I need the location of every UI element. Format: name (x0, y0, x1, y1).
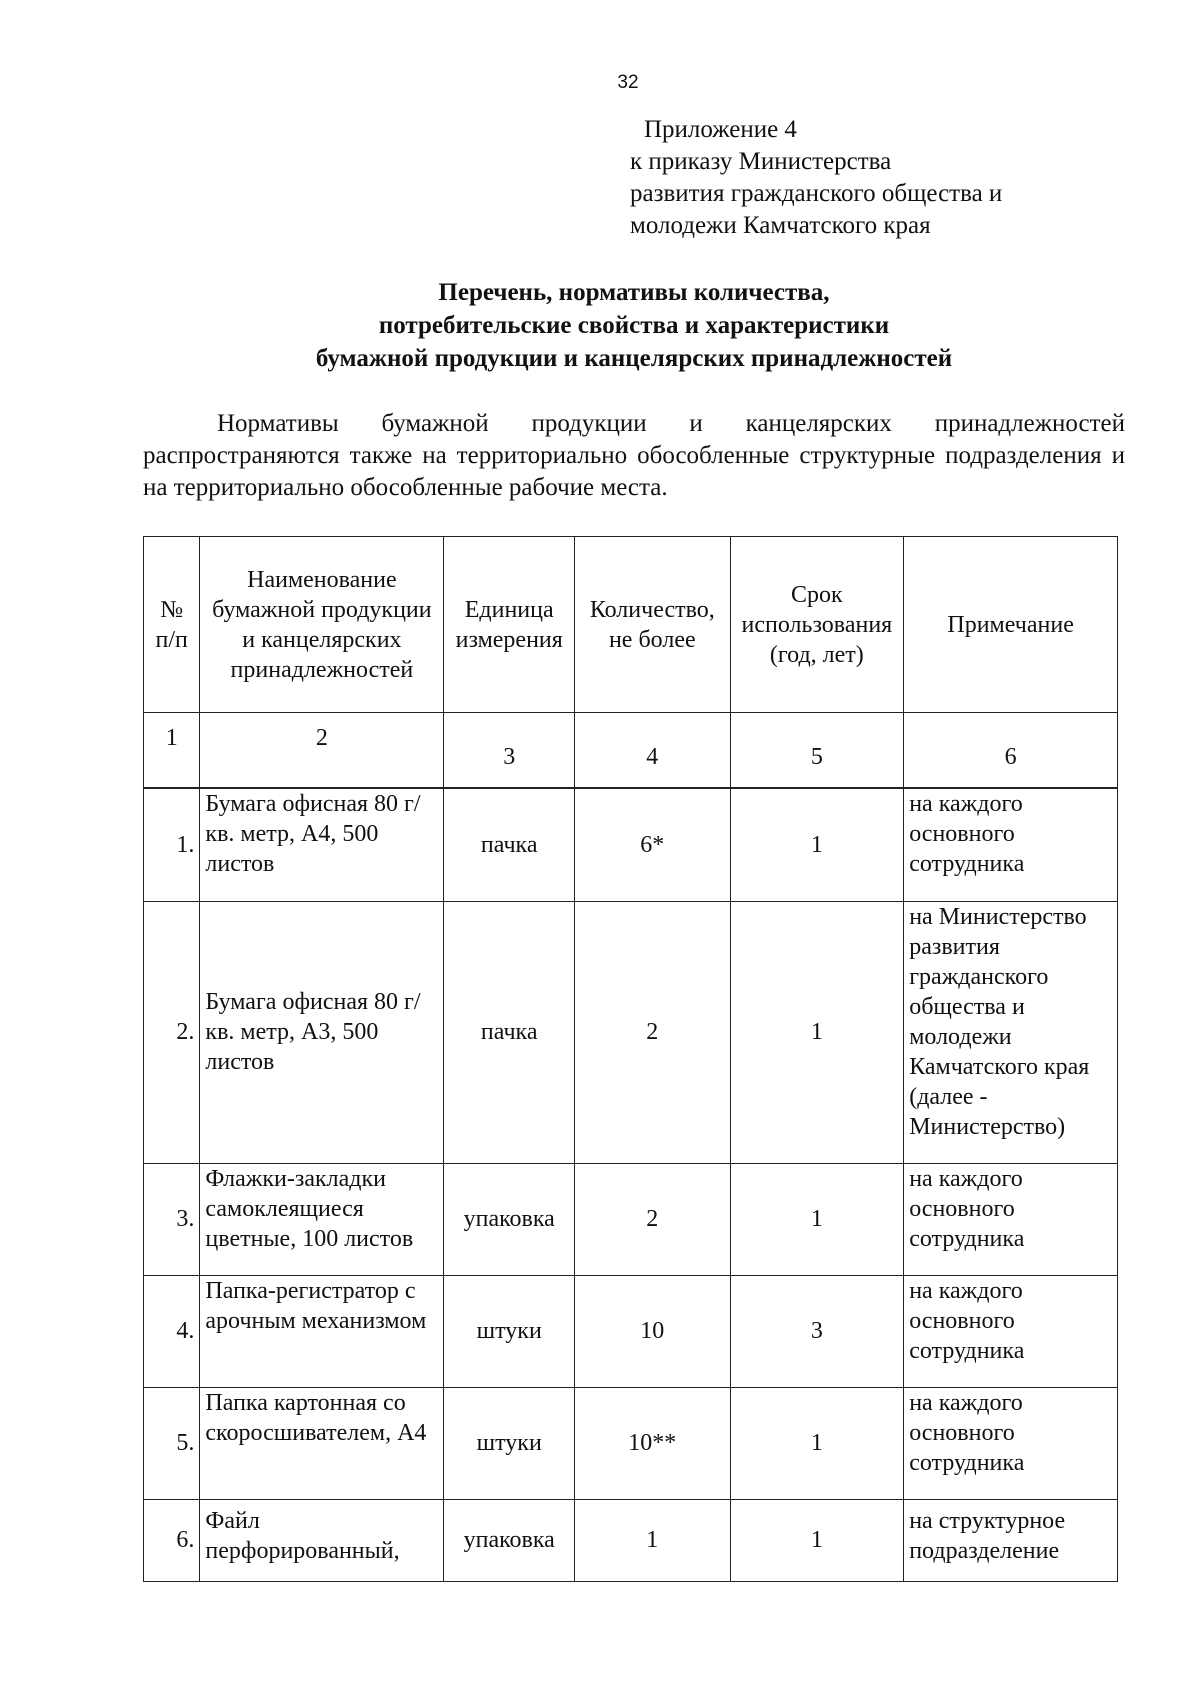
row-name: Файл перфорированный, (200, 1499, 444, 1581)
column-number: 4 (575, 713, 730, 789)
title-line-3: бумажной продукции и канцелярских принадлежностей (315, 345, 953, 372)
header-quantity: Количество, не более (575, 537, 730, 713)
header-term: Срок использования (год, лет) (730, 537, 904, 713)
column-number: 3 (444, 713, 575, 789)
norms-table (143, 536, 1118, 1582)
row-unit: упаковка (444, 1499, 575, 1581)
row-quantity: 1 (575, 1499, 730, 1581)
appendix-line-2: к приказу Министерства (630, 148, 892, 175)
row-name: Папка картонная со скоросшивателем, А4 (200, 1387, 444, 1499)
column-number: 6 (904, 713, 1118, 789)
intro-paragraph: Нормативы бумажной продукции и канцелярских принадлежностей распространяются также на территориально обособленные структурные подразделения и на территориально обособленные рабочие места. (143, 410, 1125, 501)
row-unit: штуки (444, 1275, 575, 1387)
row-unit: пачка (444, 788, 575, 901)
table-row (144, 901, 1118, 1163)
row-name: Папка-регистратор с арочным механизмом (200, 1275, 444, 1387)
row-term: 1 (730, 788, 904, 901)
row-name: Флажки-закладки самоклеящиеся цветные, 100 листов (200, 1163, 444, 1275)
row-note: на каждого основного сотрудника (904, 1275, 1118, 1387)
row-quantity: 2 (575, 1163, 730, 1275)
header-unit: Единица измерения (444, 537, 575, 713)
row-term: 1 (730, 1163, 904, 1275)
row-note: на структурное подразделение (904, 1499, 1118, 1581)
table-row (144, 1275, 1118, 1387)
row-quantity: 6* (575, 788, 730, 901)
table-row (144, 1163, 1118, 1275)
table-row (144, 1499, 1118, 1581)
table-header-row (144, 537, 1118, 713)
row-name: Бумага офисная 80 г/кв. метр, А3, 500 листов (200, 901, 444, 1163)
appendix-header (630, 114, 1002, 242)
title-line-1: Перечень, нормативы количества, (438, 279, 830, 306)
row-note: на каждого основного сотрудника (904, 1387, 1118, 1499)
row-term: 3 (730, 1275, 904, 1387)
row-term: 1 (730, 1499, 904, 1581)
column-number-row (144, 713, 1118, 789)
row-note: на Министерство развития гражданского общества и молодежи Камчатского края (далее - Министерство) (904, 901, 1118, 1163)
row-index: 2. (144, 901, 200, 1163)
column-number: 1 (144, 713, 200, 789)
row-index: 6. (144, 1499, 200, 1581)
table-row (144, 788, 1118, 901)
row-index: 1. (144, 788, 200, 901)
column-number: 2 (200, 713, 444, 789)
row-index: 4. (144, 1275, 200, 1387)
row-unit: пачка (444, 901, 575, 1163)
row-unit: штуки (444, 1387, 575, 1499)
page-number: 32 (617, 72, 639, 93)
row-unit: упаковка (444, 1163, 575, 1275)
row-term: 1 (730, 1387, 904, 1499)
appendix-line-4: молодежи Камчатского края (630, 212, 931, 239)
title-line-2: потребительские свойства и характеристики (378, 312, 890, 339)
row-index: 3. (144, 1163, 200, 1275)
row-term: 1 (730, 901, 904, 1163)
row-quantity: 2 (575, 901, 730, 1163)
row-index: 5. (144, 1387, 200, 1499)
appendix-line-3: развития гражданского общества и (630, 180, 1003, 207)
column-number: 5 (730, 713, 904, 789)
header-number: № п/п (144, 537, 200, 713)
row-quantity: 10 (575, 1275, 730, 1387)
document-title (143, 276, 1125, 375)
row-note: на каждого основного сотрудника (904, 1163, 1118, 1275)
row-note: на каждого основного сотрудника (904, 788, 1118, 901)
header-name: Наименование бумажной продукции и канцелярских принадлежностей (200, 537, 444, 713)
header-note: Примечание (904, 537, 1118, 713)
row-name: Бумага офисная 80 г/кв. метр, А4, 500 листов (200, 788, 444, 901)
table-row (144, 1387, 1118, 1499)
appendix-line-1: Приложение 4 (644, 116, 797, 143)
row-quantity: 10** (575, 1387, 730, 1499)
